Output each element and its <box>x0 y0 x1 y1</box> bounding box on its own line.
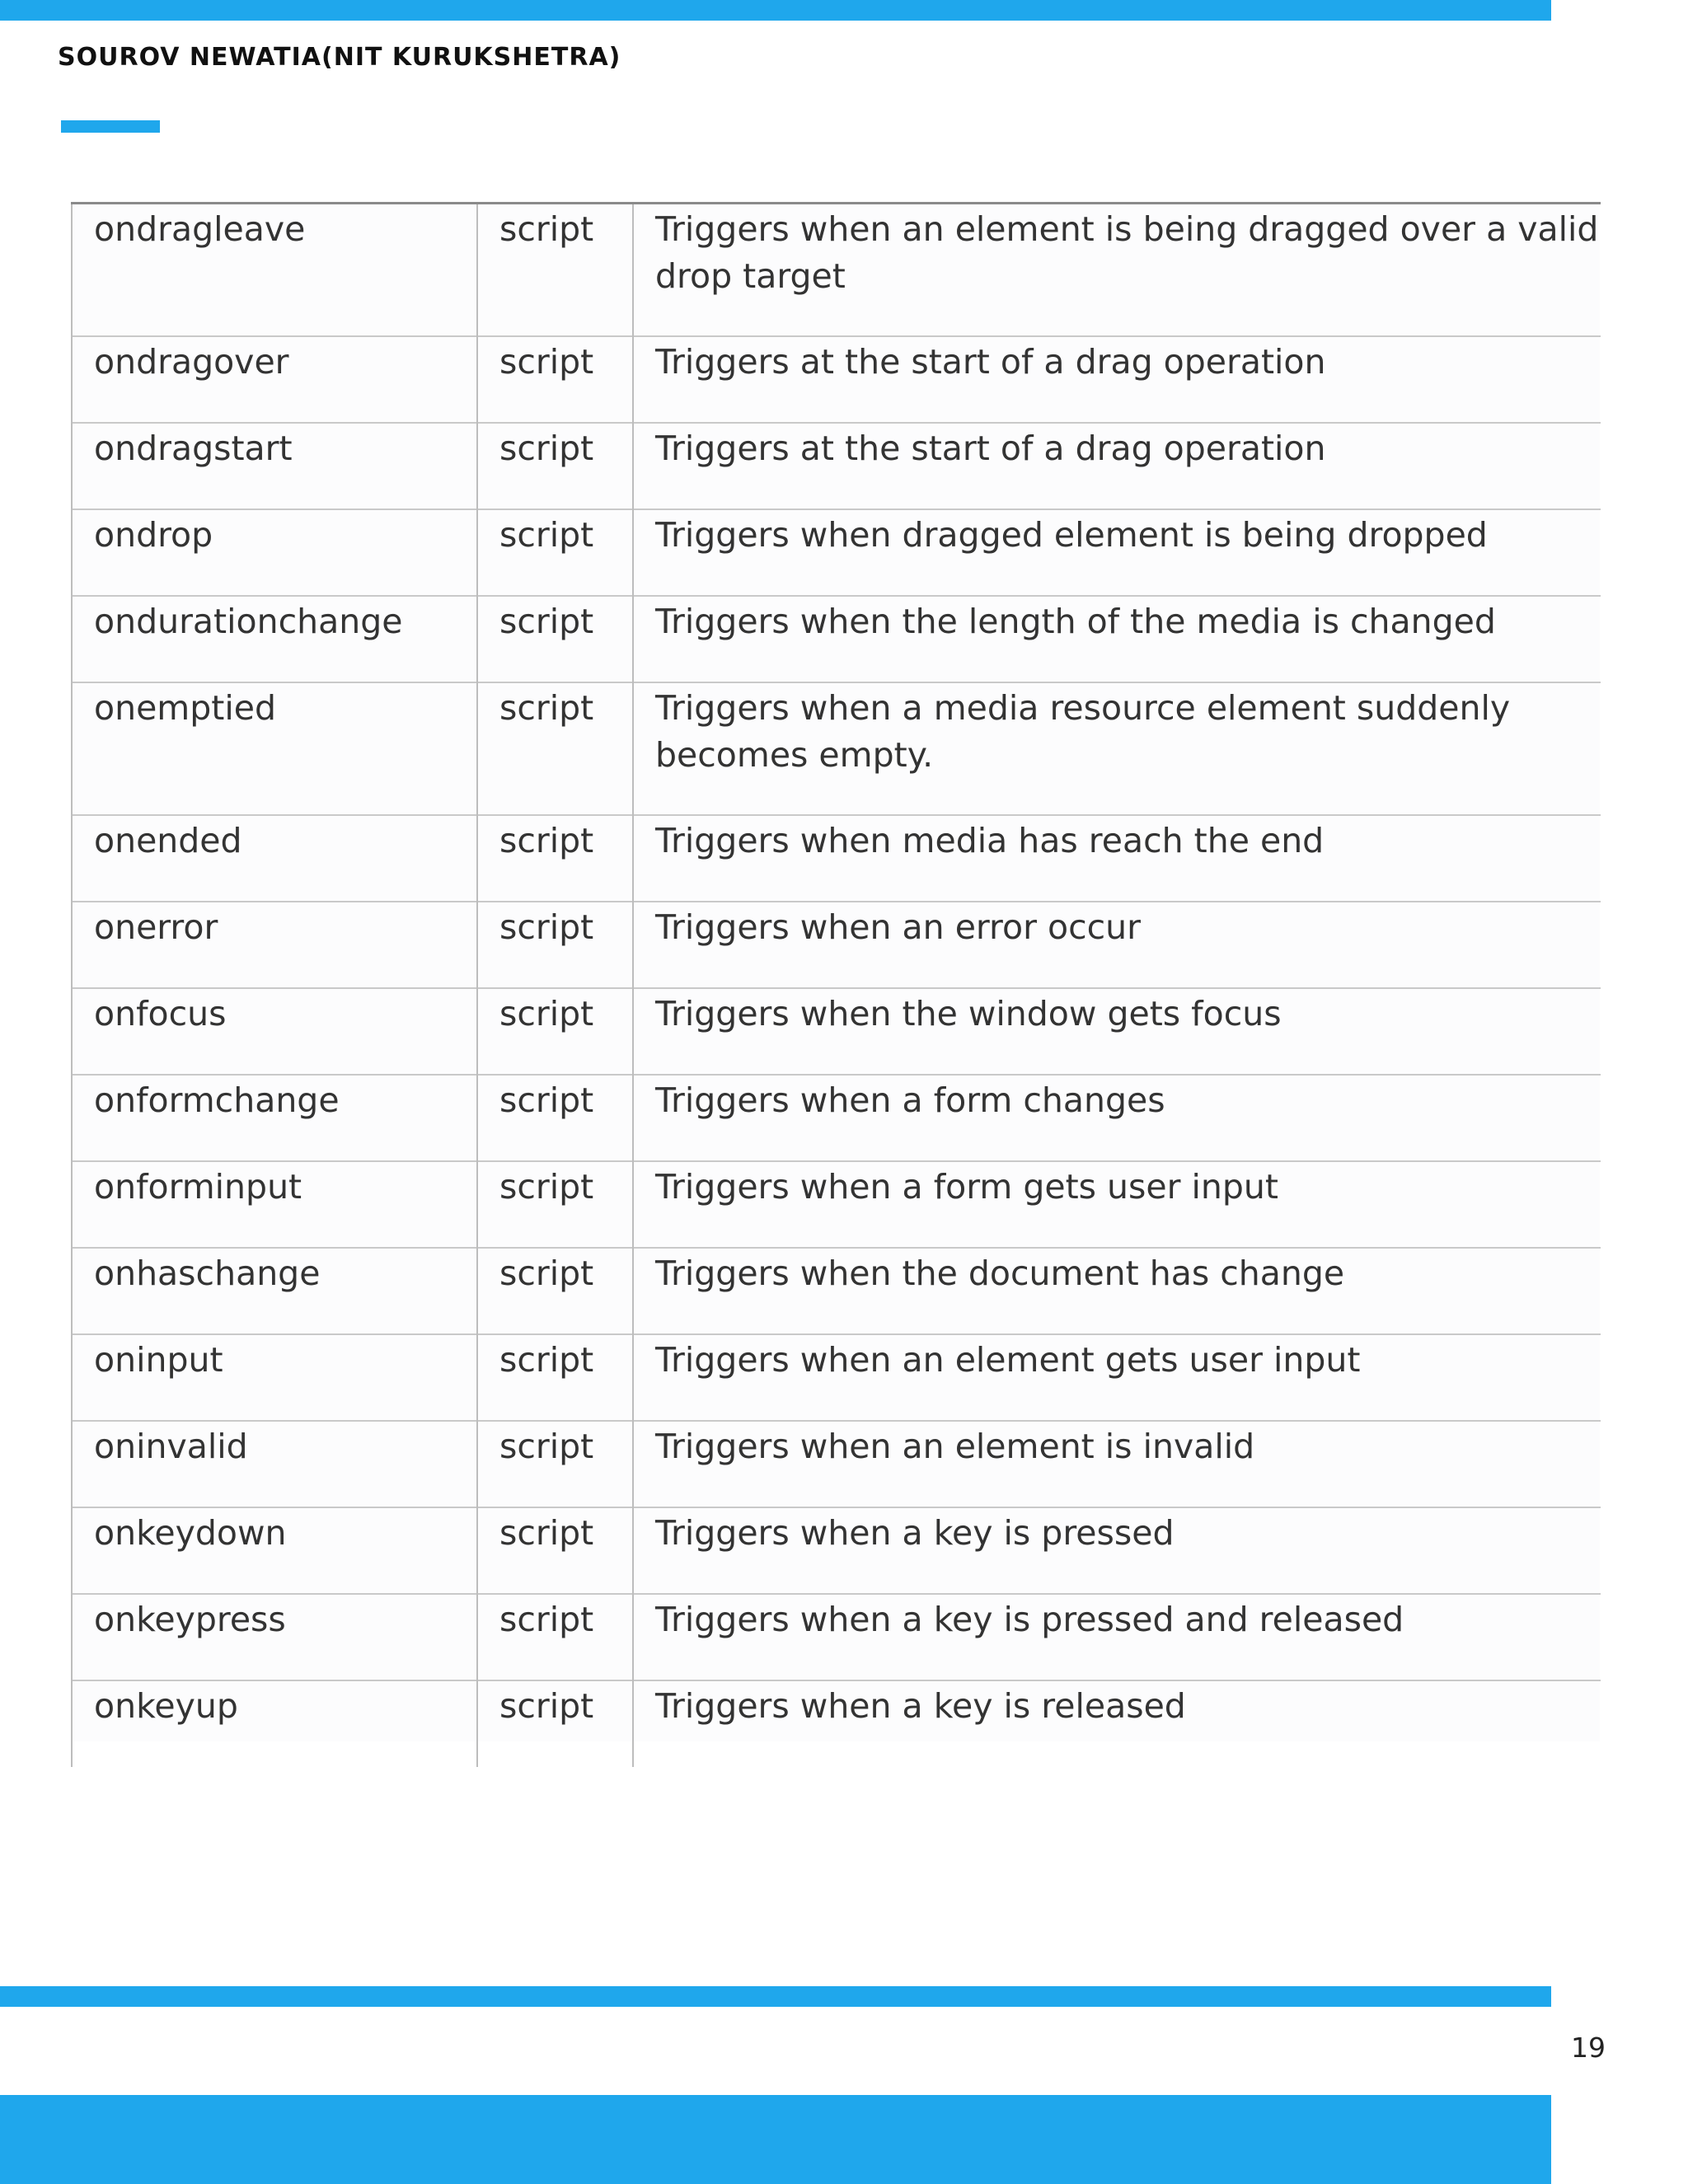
attribute-cell: onkeypress <box>72 1594 477 1680</box>
attribute-cell: ondragover <box>72 336 477 423</box>
value-cell: script <box>477 204 633 336</box>
attribute-cell: ondrop <box>72 509 477 596</box>
attribute-cell: onformchange <box>72 1075 477 1161</box>
description-cell: Triggers when a media resource element suddenly becomes empty. <box>633 682 1601 815</box>
description-cell: Triggers when a key is pressed and released <box>633 1594 1601 1680</box>
table-row <box>72 1334 1601 1421</box>
description-cell: Triggers when a key is pressed <box>633 1507 1601 1594</box>
description-cell: Triggers when an element gets user input <box>633 1334 1601 1421</box>
attribute-cell: onforminput <box>72 1161 477 1248</box>
table-row <box>72 815 1601 902</box>
description-cell: Triggers when a form changes <box>633 1075 1601 1161</box>
table-row <box>72 509 1601 596</box>
table-row <box>72 1248 1601 1334</box>
value-cell: script <box>477 1334 633 1421</box>
event-attributes-table <box>71 202 1601 1767</box>
header-accent-dash <box>61 120 160 133</box>
page-number: 19 <box>1571 2032 1606 2064</box>
table-row <box>72 1594 1601 1680</box>
top-accent-bar <box>0 0 1551 21</box>
value-cell: script <box>477 596 633 682</box>
value-cell: script <box>477 815 633 902</box>
table-row <box>72 204 1601 336</box>
attribute-cell: onhaschange <box>72 1248 477 1334</box>
description-cell: Triggers when the length of the media is changed <box>633 596 1601 682</box>
attribute-cell: onfocus <box>72 988 477 1075</box>
event-attributes-table-container <box>71 202 1600 1741</box>
value-cell: script <box>477 336 633 423</box>
attribute-cell: onended <box>72 815 477 902</box>
value-cell: script <box>477 1161 633 1248</box>
description-cell: Triggers when an error occur <box>633 902 1601 988</box>
table-row <box>72 902 1601 988</box>
value-cell: script <box>477 682 633 815</box>
description-cell: Triggers when the window gets focus <box>633 988 1601 1075</box>
value-cell: script <box>477 1680 633 1767</box>
attribute-cell: oninput <box>72 1334 477 1421</box>
table-row <box>72 988 1601 1075</box>
description-cell: Triggers when an element is invalid <box>633 1421 1601 1507</box>
table-row <box>72 1421 1601 1507</box>
value-cell: script <box>477 902 633 988</box>
attribute-cell: ondragleave <box>72 204 477 336</box>
table-row <box>72 1161 1601 1248</box>
table-row <box>72 1507 1601 1594</box>
value-cell: script <box>477 1421 633 1507</box>
value-cell: script <box>477 1075 633 1161</box>
table-row <box>72 423 1601 509</box>
value-cell: script <box>477 1248 633 1334</box>
attribute-cell: ondragstart <box>72 423 477 509</box>
description-cell: Triggers at the start of a drag operation <box>633 336 1601 423</box>
footer-band <box>0 2095 1551 2184</box>
description-cell: Triggers when dragged element is being dropped <box>633 509 1601 596</box>
attribute-cell: onerror <box>72 902 477 988</box>
description-cell: Triggers when media has reach the end <box>633 815 1601 902</box>
value-cell: script <box>477 988 633 1075</box>
attribute-cell: ondurationchange <box>72 596 477 682</box>
description-cell: Triggers when a form gets user input <box>633 1161 1601 1248</box>
attribute-cell: oninvalid <box>72 1421 477 1507</box>
attribute-cell: onkeydown <box>72 1507 477 1594</box>
value-cell: script <box>477 423 633 509</box>
table-row <box>72 682 1601 815</box>
value-cell: script <box>477 1507 633 1594</box>
attribute-cell: onemptied <box>72 682 477 815</box>
table-row <box>72 1680 1601 1767</box>
author-header: SOUROV NEWATIA(NIT KURUKSHETRA) <box>58 43 621 72</box>
value-cell: script <box>477 509 633 596</box>
description-cell: Triggers when a key is released <box>633 1680 1601 1767</box>
description-cell: Triggers when an element is being dragged over a valid drop target <box>633 204 1601 336</box>
table-row <box>72 336 1601 423</box>
bottom-accent-bar <box>0 1986 1551 2007</box>
description-cell: Triggers when the document has change <box>633 1248 1601 1334</box>
value-cell: script <box>477 1594 633 1680</box>
table-row <box>72 596 1601 682</box>
description-cell: Triggers at the start of a drag operation <box>633 423 1601 509</box>
table-row <box>72 1075 1601 1161</box>
attribute-cell: onkeyup <box>72 1680 477 1767</box>
